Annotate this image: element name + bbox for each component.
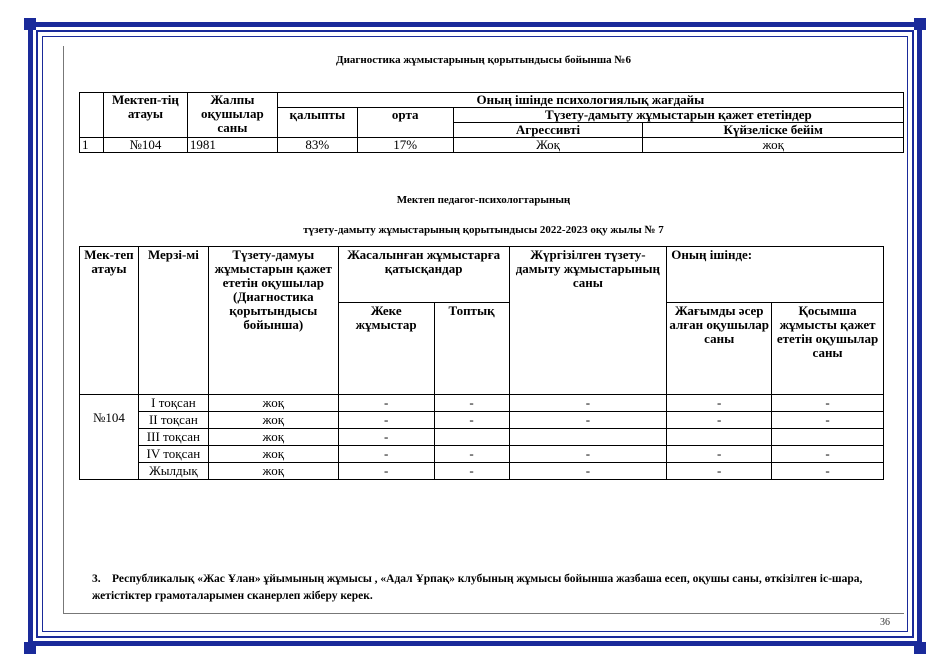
header-conducted: Жүргізілген түзету-дамыту жұмыстарының саны xyxy=(509,247,667,395)
row-period: І тоқсан xyxy=(138,395,208,412)
header-among: Оның ішінде: xyxy=(667,247,884,303)
row-additional: - xyxy=(772,412,884,429)
header-positive: Жағымды әсер алған оқушылар саны xyxy=(667,303,772,395)
row-average: 17% xyxy=(357,138,453,153)
row-need: жоқ xyxy=(208,412,338,429)
row-group xyxy=(434,429,509,446)
border-corner xyxy=(914,18,926,30)
row-positive: - xyxy=(667,395,772,412)
row-individual: - xyxy=(338,395,434,412)
row-positive: - xyxy=(667,463,772,480)
row-conducted: - xyxy=(509,395,667,412)
header-depressive: Күйзеліске бейім xyxy=(643,123,904,138)
header-school: Мек-теп атауы xyxy=(80,247,139,395)
row-need: жоқ xyxy=(208,463,338,480)
row-need: жоқ xyxy=(208,395,338,412)
row-individual: - xyxy=(338,446,434,463)
row-group: - xyxy=(434,412,509,429)
note-text: Республикалық «Жас Ұлан» ұйымының жұмысы , «Адал Ұрпақ» клубының жұмысы бойынша жазбаша есеп, оқушы саны, өткізілген іс-шара, жетістіктер грамоталарымен сканерлеп жіберу керек. xyxy=(92,573,863,603)
row-number: 1 xyxy=(80,138,104,153)
row-individual: - xyxy=(338,412,434,429)
row-group: - xyxy=(434,395,509,412)
header-aggressive: Агрессивті xyxy=(453,123,643,138)
row-aggressive: Жоқ xyxy=(453,138,643,153)
header-total-students: Жалпы оқушылар саны xyxy=(187,93,277,138)
page-number: 36 xyxy=(880,617,890,628)
row-need: жоқ xyxy=(208,429,338,446)
row-individual: - xyxy=(338,429,434,446)
row-conducted xyxy=(509,429,667,446)
row-individual: - xyxy=(338,463,434,480)
header-psych-state: Оның ішінде психологиялық жағдайы xyxy=(277,93,903,108)
diagnostics-heading: Диагностика жұмыстарының қорытындысы бойынша №6 xyxy=(336,54,631,66)
row-period: ІІ тоқсан xyxy=(138,412,208,429)
row-conducted: - xyxy=(509,446,667,463)
table-row xyxy=(80,429,884,446)
header-individual: Жеке жұмыстар xyxy=(338,303,434,395)
row-period: Жылдық xyxy=(138,463,208,480)
correction-results-heading: түзету-дамыту жұмыстарының қорытындысы 2022-2023 оқу жылы № 7 xyxy=(303,224,664,236)
row-depressive: жоқ xyxy=(643,138,904,153)
border-corner xyxy=(914,642,926,654)
table-row xyxy=(80,138,904,153)
row-positive xyxy=(667,429,772,446)
header-average: орта xyxy=(357,108,453,138)
border-corner xyxy=(24,18,36,30)
header-additional: Қосымша жұмысты қажет ететін оқушылар саны xyxy=(772,303,884,395)
header-cell xyxy=(80,93,104,138)
row-school: №104 xyxy=(80,395,139,480)
border-corner xyxy=(24,642,36,654)
row-additional: - xyxy=(772,463,884,480)
header-need-students: Түзету-дамуы жұмыстарын қажет ететін оқушылар (Диагностика қорытындысы бойынша) xyxy=(208,247,338,395)
row-period: ІІІ тоқсан xyxy=(138,429,208,446)
row-group: - xyxy=(434,463,509,480)
row-total: 1981 xyxy=(187,138,277,153)
row-normal: 83% xyxy=(277,138,357,153)
header-school: Мектеп-тің атауы xyxy=(103,93,187,138)
header-group: Топтық xyxy=(434,303,509,395)
table-row xyxy=(80,395,884,412)
correction-table xyxy=(79,246,884,480)
header-participants: Жасалынған жұмыстарға қатысқандар xyxy=(338,247,509,303)
header-period: Мерзі-мі xyxy=(138,247,208,395)
table-row xyxy=(80,463,884,480)
row-positive: - xyxy=(667,446,772,463)
table-row xyxy=(80,412,884,429)
instruction-note xyxy=(92,571,902,606)
table-row xyxy=(80,446,884,463)
psychologists-heading: Мектеп педагог-психологтарының xyxy=(396,194,571,206)
row-additional: - xyxy=(772,395,884,412)
header-normal: қалыпты xyxy=(277,108,357,138)
row-period: ІV тоқсан xyxy=(138,446,208,463)
row-conducted: - xyxy=(509,412,667,429)
header-need-correction: Түзету-дамыту жұмыстарын қажет ететіндер xyxy=(453,108,903,123)
note-number: 3. xyxy=(92,573,101,585)
row-group: - xyxy=(434,446,509,463)
row-positive: - xyxy=(667,412,772,429)
row-additional xyxy=(772,429,884,446)
row-school: №104 xyxy=(103,138,187,153)
row-need: жоқ xyxy=(208,446,338,463)
row-additional: - xyxy=(772,446,884,463)
diagnostics-table xyxy=(79,92,904,153)
row-conducted: - xyxy=(509,463,667,480)
